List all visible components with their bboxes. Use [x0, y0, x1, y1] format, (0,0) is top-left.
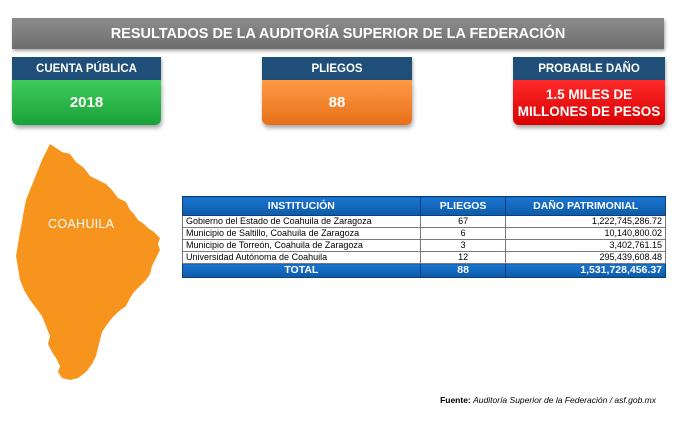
table-total-row	[183, 264, 666, 278]
cell-institucion: Municipio de Saltillo, Coahuila de Zaragoza	[183, 228, 421, 240]
coahuila-map-shape	[14, 140, 164, 390]
source-label: Fuente:	[440, 395, 471, 405]
table-row	[183, 216, 666, 228]
total-pliegos: 88	[420, 264, 506, 278]
results-table	[182, 196, 666, 278]
cell-pliegos: 12	[420, 252, 506, 264]
source-text: Auditoría Superior de la Federación / asf.gob.mx	[473, 395, 656, 405]
cell-pliegos: 3	[420, 240, 506, 252]
cell-dano: 10,140,800.02	[506, 228, 666, 240]
probable-dano-label: PROBABLE DAÑO	[513, 57, 665, 80]
header-pliegos: PLIEGOS	[420, 197, 506, 216]
table-row	[183, 228, 666, 240]
cuenta-publica-value: 2018	[12, 80, 161, 125]
header-dano: DAÑO PATRIMONIAL	[506, 197, 666, 216]
probable-dano-line2: MILLONES DE PESOS	[517, 103, 661, 119]
total-dano: 1,531,728,456.37	[506, 264, 666, 278]
probable-dano-value	[513, 80, 665, 125]
pliegos-value: 88	[262, 80, 412, 125]
cell-pliegos: 6	[420, 228, 506, 240]
coahuila-label: COAHUILA	[48, 217, 115, 231]
table-header-row	[183, 197, 666, 216]
cell-pliegos: 67	[420, 216, 506, 228]
probable-dano-line1: 1.5 MILES DE	[545, 86, 633, 102]
cuenta-publica-label: CUENTA PÚBLICA	[12, 57, 161, 80]
cell-dano: 295,439,608.48	[506, 252, 666, 264]
pliegos-label: PLIEGOS	[262, 57, 412, 80]
cell-dano: 3,402,761.15	[506, 240, 666, 252]
page-title: RESULTADOS DE LA AUDITORÍA SUPERIOR DE LA FEDERACIÓN	[12, 18, 664, 49]
cell-institucion: Universidad Autónoma de Coahuila	[183, 252, 421, 264]
table-row	[183, 252, 666, 264]
coahuila-map	[14, 140, 164, 390]
cell-institucion: Gobierno del Estado de Coahuila de Zaragoza	[183, 216, 421, 228]
header-institucion: INSTITUCIÓN	[183, 197, 421, 216]
cell-dano: 1,222,745,286.72	[506, 216, 666, 228]
cell-institucion: Municipio de Torreón, Coahuila de Zaragoza	[183, 240, 421, 252]
total-label: TOTAL	[183, 264, 421, 278]
source-note	[440, 395, 656, 405]
table-row	[183, 240, 666, 252]
